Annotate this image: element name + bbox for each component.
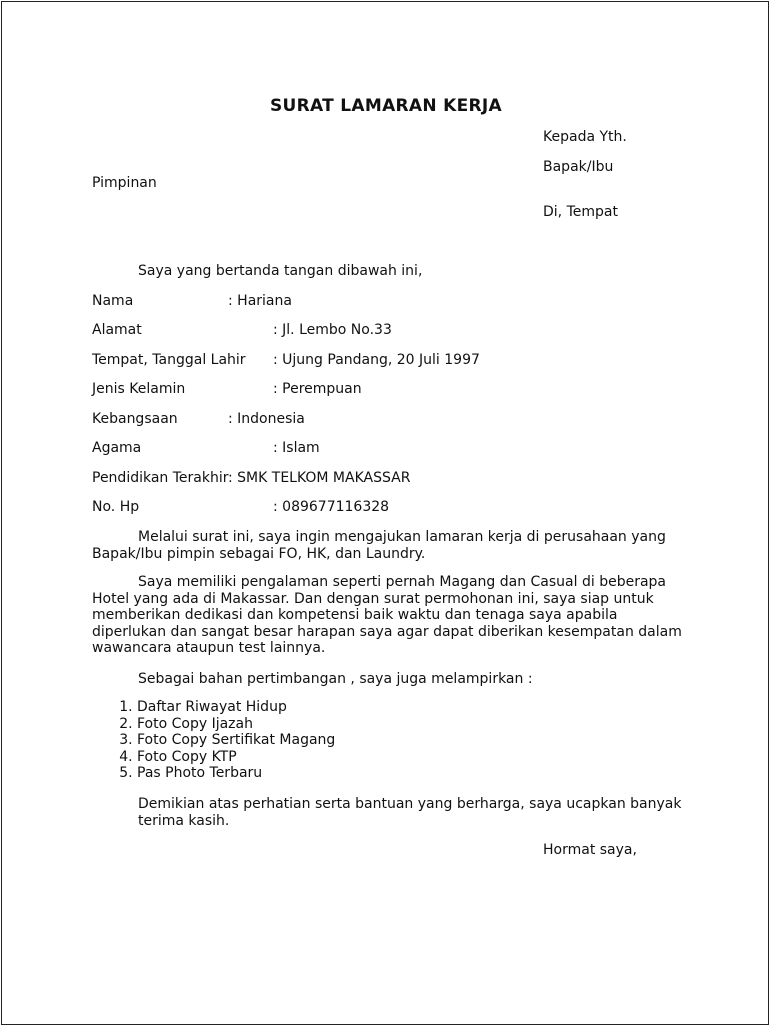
field-value-no-hp: : 089677116328 <box>273 499 390 515</box>
field-label-kebangsaan: Kebangsaan <box>92 411 178 427</box>
field-label-no-hp: No. Hp <box>92 499 140 515</box>
paragraph-purpose: Melalui surat ini, saya ingin mengajukan lamaran kerja di perusahaan yang Bapak/Ibu pimpin sebagai FO, HK, dan Laundry. <box>92 529 666 562</box>
field-value-kebangsaan: : Indonesia <box>228 411 305 427</box>
opening-line: Saya yang bertanda tangan dibawah ini, <box>138 263 423 279</box>
attachment-item: 5. Pas Photo Terbaru <box>137 765 335 782</box>
field-label-ttl: Tempat, Tanggal Lahir <box>92 352 246 368</box>
field-value-alamat: : Jl. Lembo No.33 <box>273 322 392 338</box>
field-label-pendidikan: Pendidikan Terakhir <box>92 470 229 486</box>
field-value-pendidikan: : SMK TELKOM MAKASSAR <box>228 470 411 486</box>
attachment-item: 2. Foto Copy Ijazah <box>137 716 335 733</box>
recipient-line-3: Pimpinan <box>92 175 157 191</box>
field-value-jenis-kelamin: : Perempuan <box>273 381 362 397</box>
attachment-item: 1. Daftar Riwayat Hidup <box>137 699 335 716</box>
letter-title: SURAT LAMARAN KERJA <box>269 96 502 116</box>
field-label-jenis-kelamin: Jenis Kelamin <box>92 381 186 397</box>
field-value-agama: : Islam <box>273 440 320 456</box>
attachment-item: 4. Foto Copy KTP <box>137 749 335 766</box>
paragraph-attachment-intro: Sebagai bahan pertimbangan , saya juga melampirkan : <box>138 671 533 687</box>
closing-paragraph: Demikian atas perhatian serta bantuan yang berharga, saya ucapkan banyak terima kasih. <box>138 796 682 829</box>
signoff: Hormat saya, <box>543 842 637 858</box>
attachment-list <box>92 699 335 782</box>
attachment-item: 3. Foto Copy Sertifikat Magang <box>137 732 335 749</box>
field-label-alamat: Alamat <box>92 322 142 338</box>
recipient-line-4: Di, Tempat <box>543 204 618 220</box>
field-label-nama: Nama <box>92 293 134 309</box>
paragraph-experience: Saya memiliki pengalaman seperti pernah Magang dan Casual di beberapa Hotel yang ada di Makassar. Dan dengan surat permohonan ini, saya siap untuk memberikan dedikasi dan kompetensi baik waktu dan tenaga saya apabila diperlukan dan sangat besar harapan saya agar dapat diberikan kesempatan dalam wawancara ataupun test lainnya. <box>92 574 682 656</box>
field-value-nama: : Hariana <box>228 293 292 309</box>
field-value-ttl: : Ujung Pandang, 20 Juli 1997 <box>273 352 480 368</box>
field-label-agama: Agama <box>92 440 142 456</box>
recipient-line-2: Bapak/Ibu <box>543 159 614 175</box>
recipient-line-1: Kepada Yth. <box>543 129 627 145</box>
